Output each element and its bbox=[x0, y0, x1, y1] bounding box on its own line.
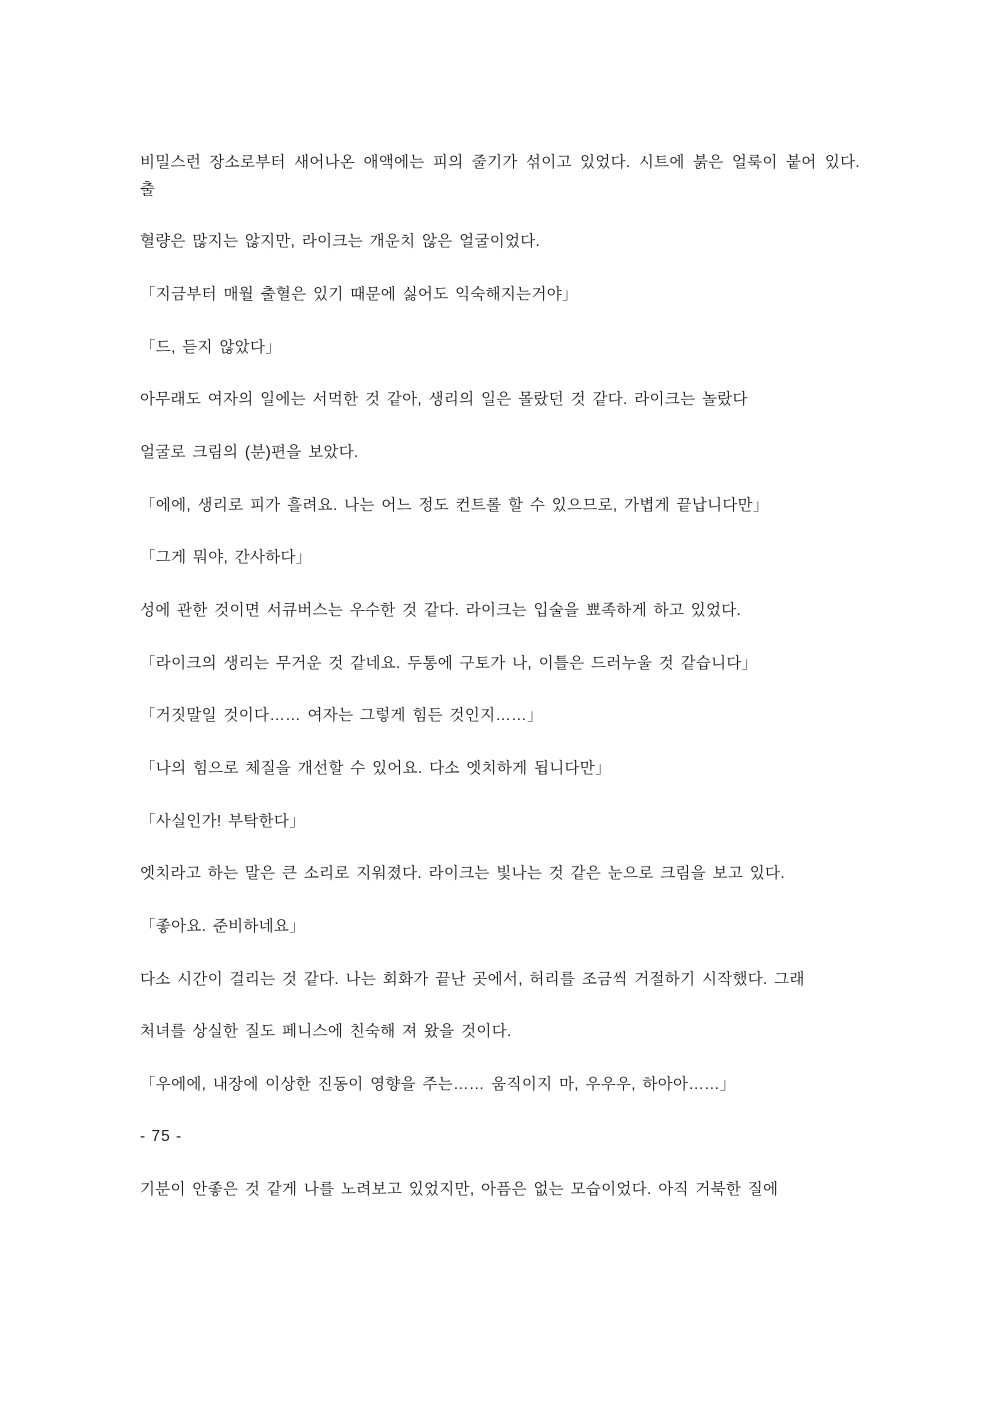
page-number: - 75 - bbox=[140, 1128, 183, 1146]
paragraph: 혈량은 많지는 않지만, 라이크는 개운치 않은 얼굴이었다. bbox=[140, 233, 541, 251]
paragraph: 「에에, 생리로 피가 흘려요. 나는 어느 정도 컨트롤 할 수 있으므로, 가볍게 끝납니다만」 bbox=[140, 496, 769, 514]
paragraph: 「지금부터 매월 출혈은 있기 때문에 싫어도 익숙해지는거야」 bbox=[140, 285, 578, 303]
paragraph: 성에 관한 것이면 서큐버스는 우수한 것 같다. 라이크는 입술을 뾰족하게 하고 있었다. bbox=[140, 601, 742, 619]
paragraph: 기분이 안좋은 것 같게 나를 노려보고 있었지만, 아픔은 없는 모습이었다. 아직 거북한 질에 bbox=[140, 1181, 779, 1199]
paragraph: 「드, 듣지 않았다」 bbox=[140, 338, 282, 356]
paragraph: 비밀스런 장소로부터 새어나온 애액에는 피의 줄기가 섞이고 있었다. 시트에 붉은 얼룩이 붙어 있다. 출 bbox=[140, 154, 860, 198]
paragraph: 「그게 뭐야, 간사하다」 bbox=[140, 549, 312, 567]
paragraph: 다소 시간이 걸리는 것 같다. 나는 회화가 끝난 곳에서, 허리를 조금씩 거절하기 시작했다. 그래 bbox=[140, 970, 805, 988]
document-body bbox=[140, 150, 860, 1204]
paragraph: 처녀를 상실한 질도 페니스에 친숙해 져 왔을 것이다. bbox=[140, 1023, 512, 1041]
paragraph: 「좋아요. 준비하네요」 bbox=[140, 917, 305, 935]
paragraph: 「나의 힘으로 체질을 개선할 수 있어요. 다소 엣치하게 됩니다만」 bbox=[140, 759, 611, 777]
paragraph: 「사실인가! 부탁한다」 bbox=[140, 812, 305, 830]
paragraph: 「라이크의 생리는 무거운 것 같네요. 두통에 구토가 나, 이틀은 드러누울 것 같습니다」 bbox=[140, 654, 758, 672]
paragraph: 엣치라고 하는 말은 큰 소리로 지워졌다. 라이크는 빛나는 것 같은 눈으로 크림을 보고 있다. bbox=[140, 865, 785, 883]
paragraph: 얼굴로 크림의 (분)편을 보았다. bbox=[140, 443, 359, 461]
paragraph: 아무래도 여자의 일에는 서먹한 것 같아, 생리의 일은 몰랐던 것 같다. 라이크는 놀랐다 bbox=[140, 391, 748, 409]
paragraph: 「우에에, 내장에 이상한 진동이 영향을 주는…… 움직이지 마, 우우우, 하아아……」 bbox=[140, 1075, 736, 1093]
paragraph: 「거짓말일 것이다…… 여자는 그렇게 힘든 것인지……」 bbox=[140, 707, 543, 725]
